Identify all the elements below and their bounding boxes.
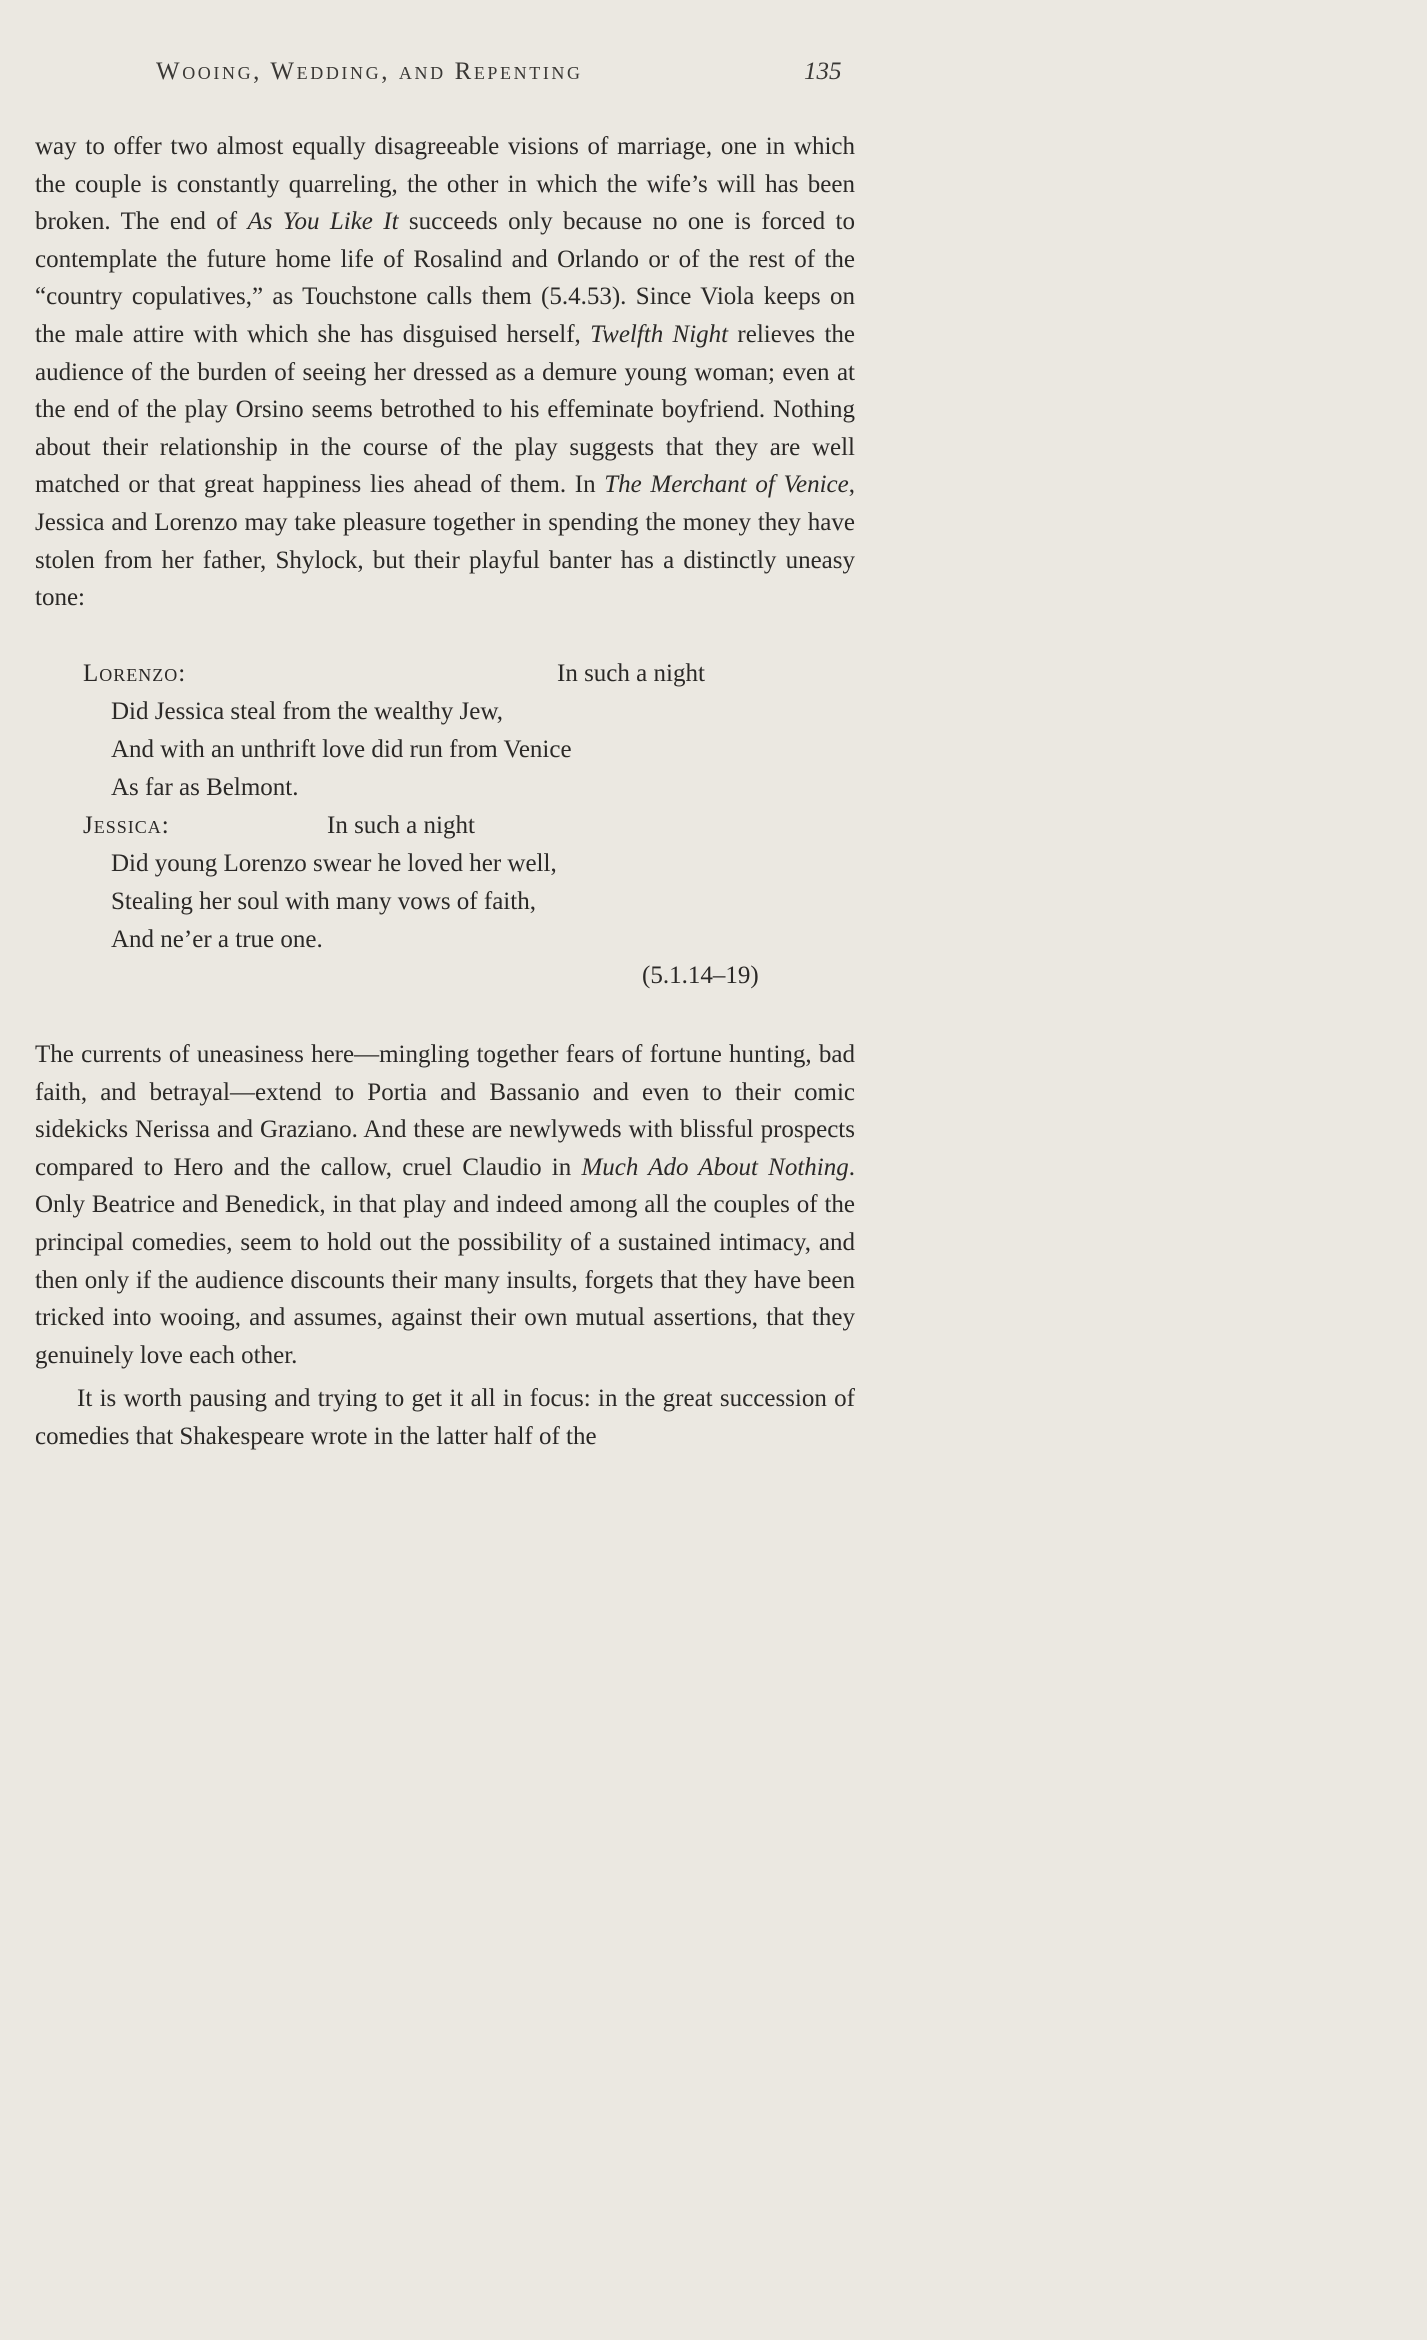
paragraph-1-text-1: way to offer two almost equally disagreeable visions of marriage, one in which the couple is constantly quarreling, the other in which the wife’s will has been broken. The end of bbox=[35, 133, 855, 236]
paragraph-2-text-1: The currents of uneasiness here—mingling together fears of fortune hunting, bad faith, and betrayal—extend to Portia and Bassanio and even to their comic sidekicks Nerissa and Graziano. And these are newlyweds with blissful prospects compared to Hero and the callow, cruel Claudio in bbox=[35, 1041, 855, 1181]
paragraph-3-text-1: It is worth pausing and trying to get it all in focus: in the great succession of comedies that Shakespeare wrote in the latter half of the bbox=[35, 1385, 855, 1450]
paragraph-2-text-2: . Only Beatrice and Benedick, in that play and indeed among all the couples of the principal comedies, seem to hold out the possibility of a sustained intimacy, and then only if the audience discounts their many insults, forgets that they have been tricked into wooing, and assumes, against their own mutual assertions, that they genuinely love each other. bbox=[35, 1153, 855, 1369]
title-merchant-of-venice: The Merchant of Venice bbox=[604, 471, 849, 499]
paragraph-1-text-2: succeeds only because no one is forced to contemplate the future home life of Rosalind and Orlando or of the rest of the “country copulatives,” as Touchstone calls them (5.4.53). Since Viola keeps on the male attire with which she has disguised herself, bbox=[35, 208, 855, 348]
verse-line: Stealing her soul with many vows of faith, bbox=[111, 888, 536, 915]
verse-line: And ne’er a true one. bbox=[111, 926, 323, 953]
running-head bbox=[0, 58, 956, 88]
title-much-ado: Much Ado About Nothing bbox=[581, 1153, 849, 1181]
paragraph-1 bbox=[35, 128, 855, 617]
verse-line: Did Jessica steal from the wealthy Jew, bbox=[111, 698, 504, 725]
paragraph-2 bbox=[35, 1036, 855, 1374]
title-twelfth-night: Twelfth Night bbox=[590, 320, 729, 348]
speaker-jessica: Jessica: bbox=[83, 812, 170, 839]
page-number: 135 bbox=[804, 58, 842, 85]
verse-line: Did young Lorenzo swear he loved her well, bbox=[111, 850, 557, 877]
title-as-you-like-it: As You Like It bbox=[247, 208, 399, 236]
verse-citation: (5.1.14–19) bbox=[642, 962, 759, 989]
verse-line: In such a night bbox=[557, 660, 705, 687]
verse-line: And with an unthrift love did run from Venice bbox=[111, 736, 572, 763]
paragraph-3 bbox=[35, 1380, 855, 1455]
paragraph-1-text-3: relieves the audience of the burden of seeing her dressed as a demure young woman; even at the end of the play Orsino seems betrothed to his effeminate boyfriend. Nothing about their relationship in the course of the play suggests that they are well matched or that great happiness lies ahead of them. In bbox=[35, 320, 856, 499]
speaker-lorenzo: Lorenzo: bbox=[83, 660, 187, 687]
verse-line: As far as Belmont. bbox=[111, 774, 299, 801]
running-title: Wooing, Wedding, and Repenting bbox=[156, 58, 583, 85]
verse-line: In such a night bbox=[327, 812, 475, 839]
paragraph-1-text-4: , Jessica and Lorenzo may take pleasure together in spending the money they have stolen from her father, Shylock, but their playful banter has a distinctly uneasy tone: bbox=[35, 471, 855, 612]
